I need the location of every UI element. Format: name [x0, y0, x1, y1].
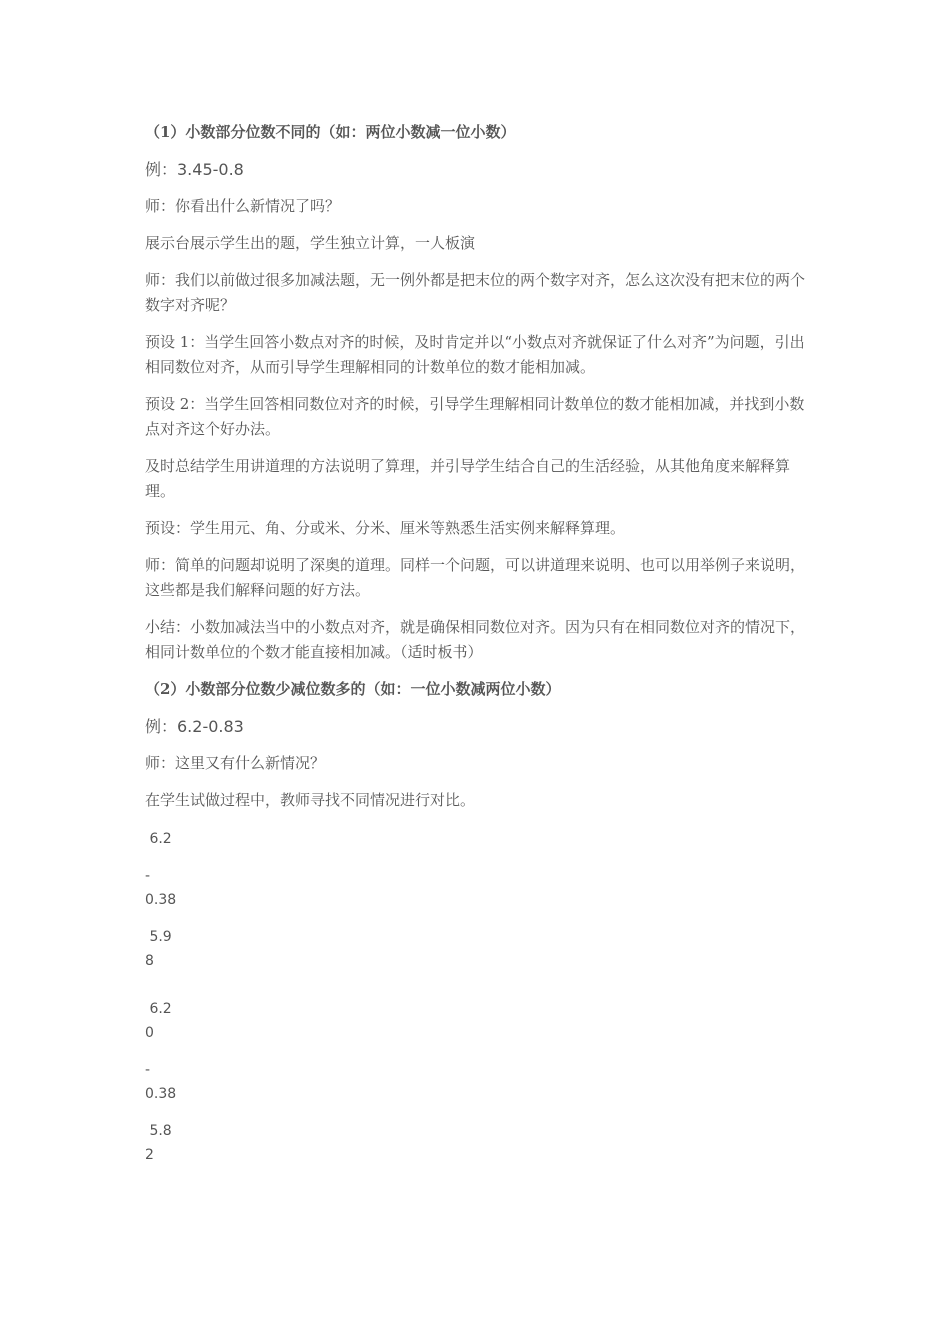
- paragraph: 及时总结学生用讲道理的方法说明了算理，并引导学生结合自己的生活经验，从其他角度来解释算理。: [145, 457, 791, 500]
- calc2-minuend-line2: 0: [145, 1025, 154, 1041]
- calc2-result-line2: 2: [145, 1147, 154, 1163]
- vertical-calculation-1: [145, 827, 810, 973]
- section1-example: 例：3.45-0.8: [145, 160, 244, 179]
- paragraph: 师：我们以前做过很多加减法题，无一例外都是把末位的两个数字对齐，怎么这次没有把末位的两个数字对齐呢？: [145, 271, 806, 314]
- paragraph: 预设 2：当学生回答相同数位对齐的时候，引导学生理解相同计数单位的数才能相加减，并找到小数点对齐这个好办法。: [145, 395, 805, 438]
- paragraph: 师：简单的问题却说明了深奥的道理。同样一个问题，可以讲道理来说明、也可以用举例子来说明，这些都是我们解释问题的好方法。: [145, 556, 806, 599]
- paragraph: 展示台展示学生出的题，学生独立计算，一人板演: [145, 234, 476, 252]
- calc1-result-line1: 5.9: [145, 929, 172, 945]
- calc1-minuend: 6.2: [145, 831, 172, 847]
- calc2-result-line1: 5.8: [145, 1123, 172, 1139]
- section1-heading: （1）小数部分位数不同的（如：两位小数减一位小数）: [145, 123, 516, 141]
- document-page: [145, 120, 810, 1180]
- calc1-result-line2: 8: [145, 953, 154, 969]
- calc1-subtrahend: 0.38: [145, 892, 177, 908]
- calc2-subtrahend: 0.38: [145, 1086, 177, 1102]
- section2-example: 例：6.2-0.83: [145, 717, 244, 736]
- paragraph: 师：你看出什么新情况了吗？: [145, 197, 341, 215]
- paragraph: 师：这里又有什么新情况？: [145, 754, 326, 772]
- calc2-operator: -: [145, 1062, 151, 1078]
- paragraph: 在学生试做过程中，教师寻找不同情况进行对比。: [145, 791, 476, 809]
- paragraph: 小结：小数加减法当中的小数点对齐，就是确保相同数位对齐。因为只有在相同数位对齐的情况下，相同计数单位的个数才能直接相加减。（适时板书）: [145, 618, 806, 661]
- calc1-operator: -: [145, 868, 151, 884]
- vertical-calculation-2: [145, 997, 810, 1167]
- calc2-minuend-line1: 6.2: [145, 1001, 172, 1017]
- paragraph: 预设 1：当学生回答小数点对齐的时候，及时肯定并以“小数点对齐就保证了什么对齐”为问题，引出相同数位对齐，从而引导学生理解相同的计数单位的数才能相加减。: [145, 333, 805, 376]
- paragraph: 预设：学生用元、角、分或米、分米、厘米等熟悉生活实例来解释算理。: [145, 519, 626, 537]
- section2-heading: （2）小数部分位数少减位数多的（如：一位小数减两位小数）: [145, 680, 561, 698]
